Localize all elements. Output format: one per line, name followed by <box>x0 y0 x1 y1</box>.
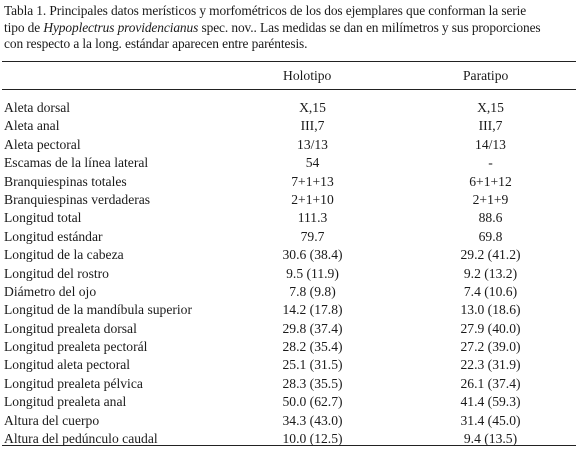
holotipo-value: 14.2 (17.8) <box>282 302 343 318</box>
table-row <box>0 320 578 338</box>
table-row <box>0 117 578 135</box>
holotipo-value: 54 <box>305 155 320 171</box>
paratipo-value: 2+1+9 <box>472 191 509 207</box>
table-row <box>0 265 578 283</box>
table-caption <box>4 3 572 53</box>
holotipo-value: 111.3 <box>297 210 328 226</box>
table-body <box>0 99 578 448</box>
paratipo-value: 27.2 (39.0) <box>460 339 521 355</box>
table-row <box>0 246 578 264</box>
paratipo-value: 27.9 (40.0) <box>460 320 521 336</box>
paratipo-value: 31.4 (45.0) <box>460 412 521 428</box>
caption-line-2 <box>4 20 572 37</box>
table-row <box>0 338 578 356</box>
paratipo-value: III,7 <box>478 118 503 134</box>
holotipo-value: 7.8 (9.8) <box>289 283 336 299</box>
table-row <box>0 99 578 117</box>
row-label: Longitud prealeta pélvica <box>4 375 143 391</box>
row-label: Longitud prealeta dorsal <box>4 320 137 336</box>
row-label: Longitud prealeta anal <box>4 394 127 410</box>
holotipo-value: 10.0 (12.5) <box>282 431 343 447</box>
holotipo-value: X,15 <box>299 100 326 115</box>
paratipo-value: 41.4 (59.3) <box>460 394 521 410</box>
row-label: Altura del cuerpo <box>4 412 100 428</box>
holotipo-value: 29.8 (37.4) <box>282 320 343 336</box>
table-row <box>0 136 578 154</box>
holotipo-value: 30.6 (38.4) <box>282 247 343 263</box>
paratipo-value: 88.6 <box>478 210 503 226</box>
row-label: Longitud de la cabeza <box>4 247 124 263</box>
row-label: Longitud total <box>4 210 82 226</box>
paratipo-value: 26.1 (37.4) <box>460 375 521 391</box>
paratipo-value: 6+1+12 <box>469 173 512 189</box>
row-label: Longitud del rostro <box>4 265 109 281</box>
table-row <box>0 173 578 191</box>
paratipo-value: 7.4 (10.6) <box>463 283 518 299</box>
paratipo-value: 29.2 (41.2) <box>460 247 521 263</box>
holotipo-value: III,7 <box>300 118 325 134</box>
caption-line-2-post: spec. nov.. Las medidas se dan en milímetros y sus proporciones <box>198 19 541 35</box>
row-label: Escamas de la línea lateral <box>4 155 149 171</box>
table-row <box>0 301 578 319</box>
holotipo-value: 50.0 (62.7) <box>282 394 343 410</box>
caption-line-2-pre: tipo de <box>4 19 44 35</box>
row-label: Diámetro del ojo <box>4 283 97 299</box>
paratipo-value: 69.8 <box>478 228 503 244</box>
table-row <box>0 209 578 227</box>
row-label: Branquiespinas verdaderas <box>4 191 151 207</box>
holotipo-value: 28.3 (35.5) <box>282 375 343 391</box>
holotipo-value: 25.1 (31.5) <box>282 357 343 373</box>
top-rule <box>2 61 576 62</box>
row-label: Longitud prealeta pectorál <box>4 339 148 355</box>
holotipo-value: 2+1+10 <box>291 191 334 207</box>
paratipo-value: 14/13 <box>475 136 506 152</box>
caption-line-3: con respecto a la long. estándar aparecen entre paréntesis. <box>4 36 308 51</box>
row-label: Branquiespinas totales <box>4 173 127 189</box>
paratipo-value: 13.0 (18.6) <box>460 302 521 318</box>
holotipo-value: 34.3 (43.0) <box>282 412 343 428</box>
header-paratipo: Paratipo <box>463 68 509 83</box>
paratipo-value: 22.3 (31.9) <box>460 357 521 373</box>
row-label: Longitud estándar <box>4 228 103 244</box>
table-row <box>0 191 578 209</box>
table-row <box>0 412 578 430</box>
holotipo-value: 9.5 (11.9) <box>286 265 339 281</box>
table-row <box>0 283 578 301</box>
row-label: Aleta pectoral <box>4 136 81 152</box>
table-row <box>0 393 578 411</box>
row-label: Longitud de la mandíbula superior <box>4 302 193 318</box>
header-holotipo: Holotipo <box>283 68 332 83</box>
holotipo-value: 13/13 <box>297 136 328 152</box>
row-label: Aleta anal <box>4 118 60 134</box>
table-row <box>0 375 578 393</box>
caption-line-1: Tabla 1. Principales datos merísticos y morfométricos de los dos ejemplares que conforman la serie <box>4 3 527 18</box>
table-row <box>0 356 578 374</box>
table-row <box>0 154 578 172</box>
row-label: Aleta dorsal <box>4 100 71 115</box>
bottom-rule <box>2 445 576 446</box>
row-label: Altura del pedúnculo caudal <box>4 431 158 447</box>
paratipo-value: 9.2 (13.2) <box>463 265 518 281</box>
row-label: Longitud aleta pectoral <box>4 357 131 373</box>
header-rule <box>2 89 576 90</box>
paratipo-value: X,15 <box>477 100 504 115</box>
species-name: Hypoplectrus providencianus <box>43 19 199 35</box>
table-row <box>0 228 578 246</box>
holotipo-value: 79.7 <box>300 228 325 244</box>
paratipo-value: - <box>488 155 493 171</box>
holotipo-value: 7+1+13 <box>291 173 334 189</box>
holotipo-value: 28.2 (35.4) <box>282 339 343 355</box>
paratipo-value: 9.4 (13.5) <box>463 431 518 447</box>
